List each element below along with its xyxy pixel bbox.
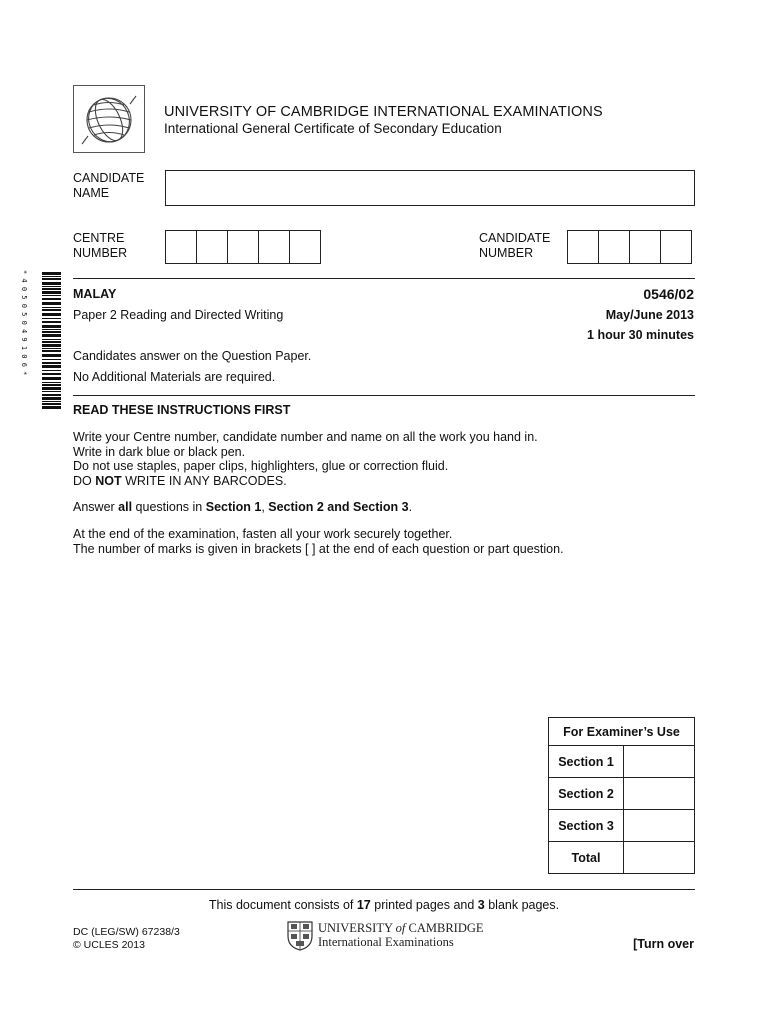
wordmark-text: CAMBRIDGE [408,921,484,935]
barcode-bar [42,318,61,319]
instruction-line: At the end of the examination, fasten all your work securely together. [73,526,453,541]
divider [73,278,695,279]
candidate-name-field[interactable] [165,170,695,206]
examiner-row-label: Section 1 [549,746,624,778]
candidate-name-label-line1: CANDIDATE [73,171,145,185]
blank-pages-count: 3 [477,898,485,912]
barcode-bar [42,365,61,368]
wordmark-text: UNIVERSITY [318,921,393,935]
turn-over-note: [Turn over [633,937,694,951]
barcode-bar [42,391,61,392]
subject-name: MALAY [73,287,117,301]
candidate-number-label [479,231,550,261]
barcode-bar [42,334,61,337]
instructions-block [73,430,695,556]
instruction-emphasis: NOT [95,473,122,488]
candidate-number-label-line1: CANDIDATE [479,231,551,245]
candidate-number-digit-box[interactable] [660,230,692,264]
centre-number-digit-box[interactable] [196,230,228,264]
barcode-bar [42,350,61,352]
examiner-use-table [548,717,695,874]
cie-globe-logo [73,85,145,153]
centre-number-field[interactable] [165,230,321,264]
barcode-bar [42,321,61,323]
candidate-number-label-line2: NUMBER [479,246,534,260]
barcode-bar [42,295,61,296]
centre-number-digit-box[interactable] [165,230,197,264]
barcode-bar [42,394,61,396]
barcode-bar [42,282,61,285]
barcode-bar [42,344,61,347]
barcode-bar [42,286,61,287]
instruction-line: The number of marks is given in brackets [ ] at the end of each question or part question. [73,541,564,556]
page-count-note [0,898,768,912]
candidate-number-digit-box[interactable] [629,230,661,264]
paper-code: 0546/02 [643,286,694,302]
barcode-bar [42,291,61,294]
copyright-notice: © UCLES 2013 [73,938,145,951]
instruction-line: Do not use staples, paper clips, highlighters, glue or correction fluid. [73,459,449,474]
barcode-bar [42,348,61,349]
instruction-line: Write in dark blue or black pen. [73,444,246,459]
exam-board-name: UNIVERSITY OF CAMBRIDGE INTERNATIONAL EXAMINATIONS [164,104,603,120]
centre-number-digit-box[interactable] [289,230,321,264]
exam-session: May/June 2013 [605,308,694,322]
examiner-table-title: For Examiner’s Use [549,718,695,746]
examiner-row-label: Total [549,842,624,874]
barcode-graphic [32,270,62,410]
paper-title: Paper 2 Reading and Directed Writing [73,308,284,322]
barcode-bar [42,397,61,400]
examiner-mark-cell [624,842,695,874]
answer-note: Candidates answer on the Question Paper. [73,349,312,363]
instructions-heading: READ THESE INSTRUCTIONS FIRST [73,403,291,417]
instruction-emphasis: Section 1 [205,500,262,515]
cambridge-crest-icon [287,921,313,951]
candidate-name-label-line2: NAME [73,186,110,200]
wordmark-text: International Examinations [318,935,454,949]
barcode-bar [42,298,61,300]
barcode-bar [42,359,61,360]
examiner-mark-cell [624,778,695,810]
barcode-bar [42,325,61,328]
printed-pages-count: 17 [356,898,371,912]
instruction-line [73,500,695,515]
reference-code: DC (LEG/SW) 67238/3 [73,926,180,938]
barcode-bar [42,406,61,409]
barcode-bar [42,309,61,311]
examiner-mark-cell [624,810,695,842]
centre-number-label-line1: CENTRE [73,231,125,245]
barcode-bar [42,313,61,316]
centre-number-label [73,231,127,261]
barcode-bar [42,362,61,364]
instruction-text: , [261,500,269,515]
examiner-mark-cell [624,746,695,778]
barcode-bar [42,382,61,383]
instruction-text: questions in [132,500,206,515]
barcode-bar [42,329,61,330]
footer-text: printed pages and [370,898,478,912]
footer-text: blank pages. [484,898,560,912]
barcode-bar [42,302,61,305]
instruction-emphasis: Section 2 and Section 3 [268,500,409,515]
barcode-bar [42,370,61,371]
instruction-text: . [408,500,413,515]
examiner-row-label: Section 3 [549,810,624,842]
barcode-bar [42,384,61,386]
qualification-name: International General Certificate of Secondary Education [164,121,502,136]
centre-number-digit-box[interactable] [227,230,259,264]
divider [73,889,695,890]
barcode-text: * 4 0 5 0 5 0 4 9 1 0 6 * [20,270,28,376]
divider [73,395,695,396]
exam-duration: 1 hour 30 minutes [587,328,694,342]
centre-number-label-line2: NUMBER [73,246,128,260]
instruction-line: Write your Centre number, candidate number and name on all the work you hand in. [73,430,538,444]
barcode-bar [42,339,61,340]
barcode-bar [42,403,61,405]
candidate-name-label [73,171,144,201]
barcode-bar [42,331,61,333]
barcode-bar [42,387,61,390]
barcode-bar [42,278,61,280]
barcode-bar [42,341,61,343]
barcode-bar [42,288,61,290]
barcode-bar [42,307,61,308]
footer-text: This document consists of [208,898,357,912]
globe-icon [80,92,138,148]
barcode [20,270,62,410]
barcode-bar [42,354,61,357]
materials-note: No Additional Materials are required. [73,370,276,384]
barcode-bar [42,401,61,402]
barcode-bar [42,373,61,375]
instruction-text: WRITE IN ANY BARCODES. [121,473,287,488]
barcode-bar [42,272,61,275]
candidate-number-field[interactable] [567,230,692,264]
wordmark-text: of [395,921,406,935]
instruction-text: DO [73,473,96,488]
instruction-emphasis: all [118,500,133,515]
candidate-number-digit-box[interactable] [598,230,630,264]
cambridge-wordmark [318,921,484,949]
document-reference [73,926,180,951]
instruction-line [73,474,695,489]
barcode-bar [42,276,61,277]
examiner-row-label: Section 2 [549,778,624,810]
instruction-text: Answer [73,500,119,515]
candidate-number-digit-box[interactable] [567,230,599,264]
barcode-bar [42,377,61,380]
centre-number-digit-box[interactable] [258,230,290,264]
